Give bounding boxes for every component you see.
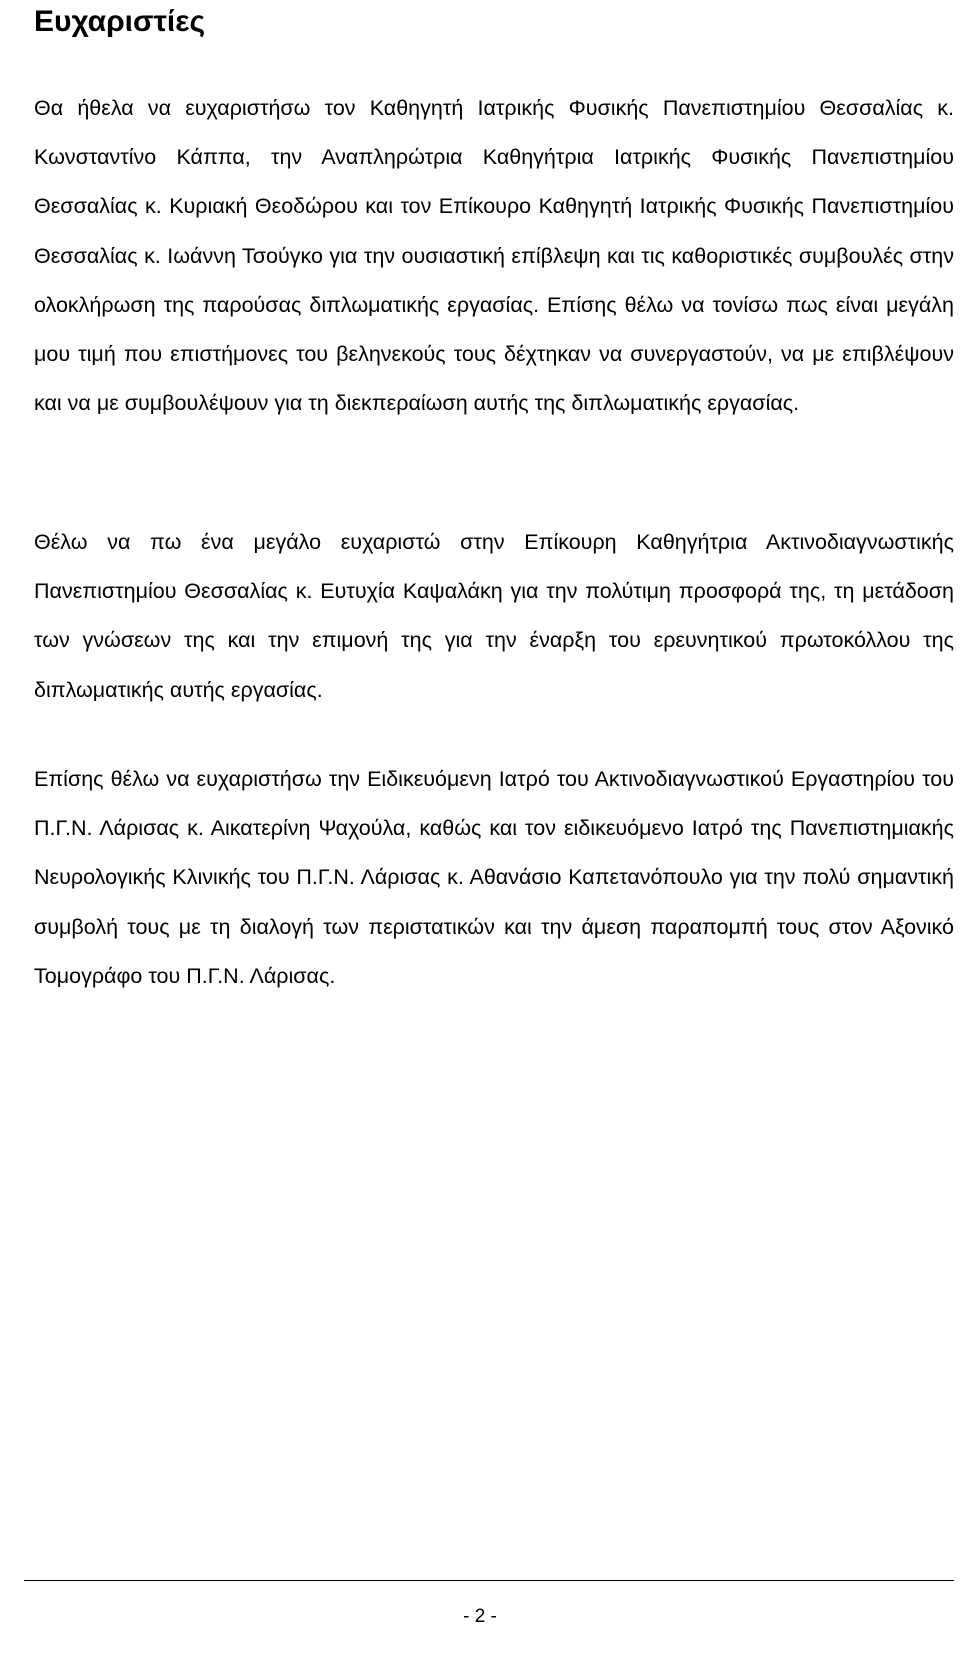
acknowledgement-paragraph-1: Θα ήθελα να ευχαριστήσω τον Καθηγητή Ιατρικής Φυσικής Πανεπιστημίου Θεσσαλίας κ. Κωνσταντίνο Κάππα, την Αναπληρώτρια Καθηγήτρια Ιατρικής Φυσικής Πανεπιστημίου Θεσσαλίας κ. Κυριακή Θεοδώρου και τον Επίκουρο Καθηγητή Ιατρικής Φυσικής Πανεπιστημίου Θεσσαλίας κ. Ιωάννη Τσούγκο για την ουσιαστική επίβλεψη και τις καθοριστικές συμβουλές στην ολοκλήρωση της παρούσας διπλωματικής εργασίας. Επίσης θέλω να τονίσω πως είναι μεγάλη μου τιμή που επιστήμονες του βεληνεκούς τους δέχτηκαν να συνεργαστούν, να με επιβλέψουν και να με συμβουλέψουν για τη διεκπεραίωση αυτής της διπλωματικής εργασίας.	[34, 96, 954, 416]
acknowledgement-paragraph-3: Επίσης θέλω να ευχαριστήσω την Ειδικευόμενη Ιατρό του Ακτινοδιαγνωστικού Εργαστηρίου του Π.Γ.Ν. Λάρισας κ. Αικατερίνη Ψαχούλα, καθώς και τον ειδικευόμενο Ιατρό της Πανεπιστημιακής Νευρολογικής Κλινικής του Π.Γ.Ν. Λάρισας κ. Αθανάσιο Καπετανόπουλο για την πολύ σημαντική συμβολή τους με τη διαλογή των περιστατικών και την άμεση παραπομπή τους στον Αξονικό Τομογράφο του Π.Γ.Ν. Λάρισας.	[34, 767, 954, 988]
footer-divider	[24, 1580, 954, 1581]
page-number: - 2 -	[463, 1606, 497, 1627]
page-title: Ευχαριστίες	[34, 5, 206, 38]
acknowledgement-paragraph-2: Θέλω να πω ένα μεγάλο ευχαριστώ στην Επίκουρη Καθηγήτρια Ακτινοδιαγνωστικής Πανεπιστημίου Θεσσαλίας κ. Ευτυχία Καψαλάκη για την πολύτιμη προσφορά της, τη μετάδοση των γνώσεων της και την επιμονή της για την έναρξη του ερευνητικού πρωτοκόλλου της διπλωματικής αυτής εργασίας.	[34, 530, 954, 702]
